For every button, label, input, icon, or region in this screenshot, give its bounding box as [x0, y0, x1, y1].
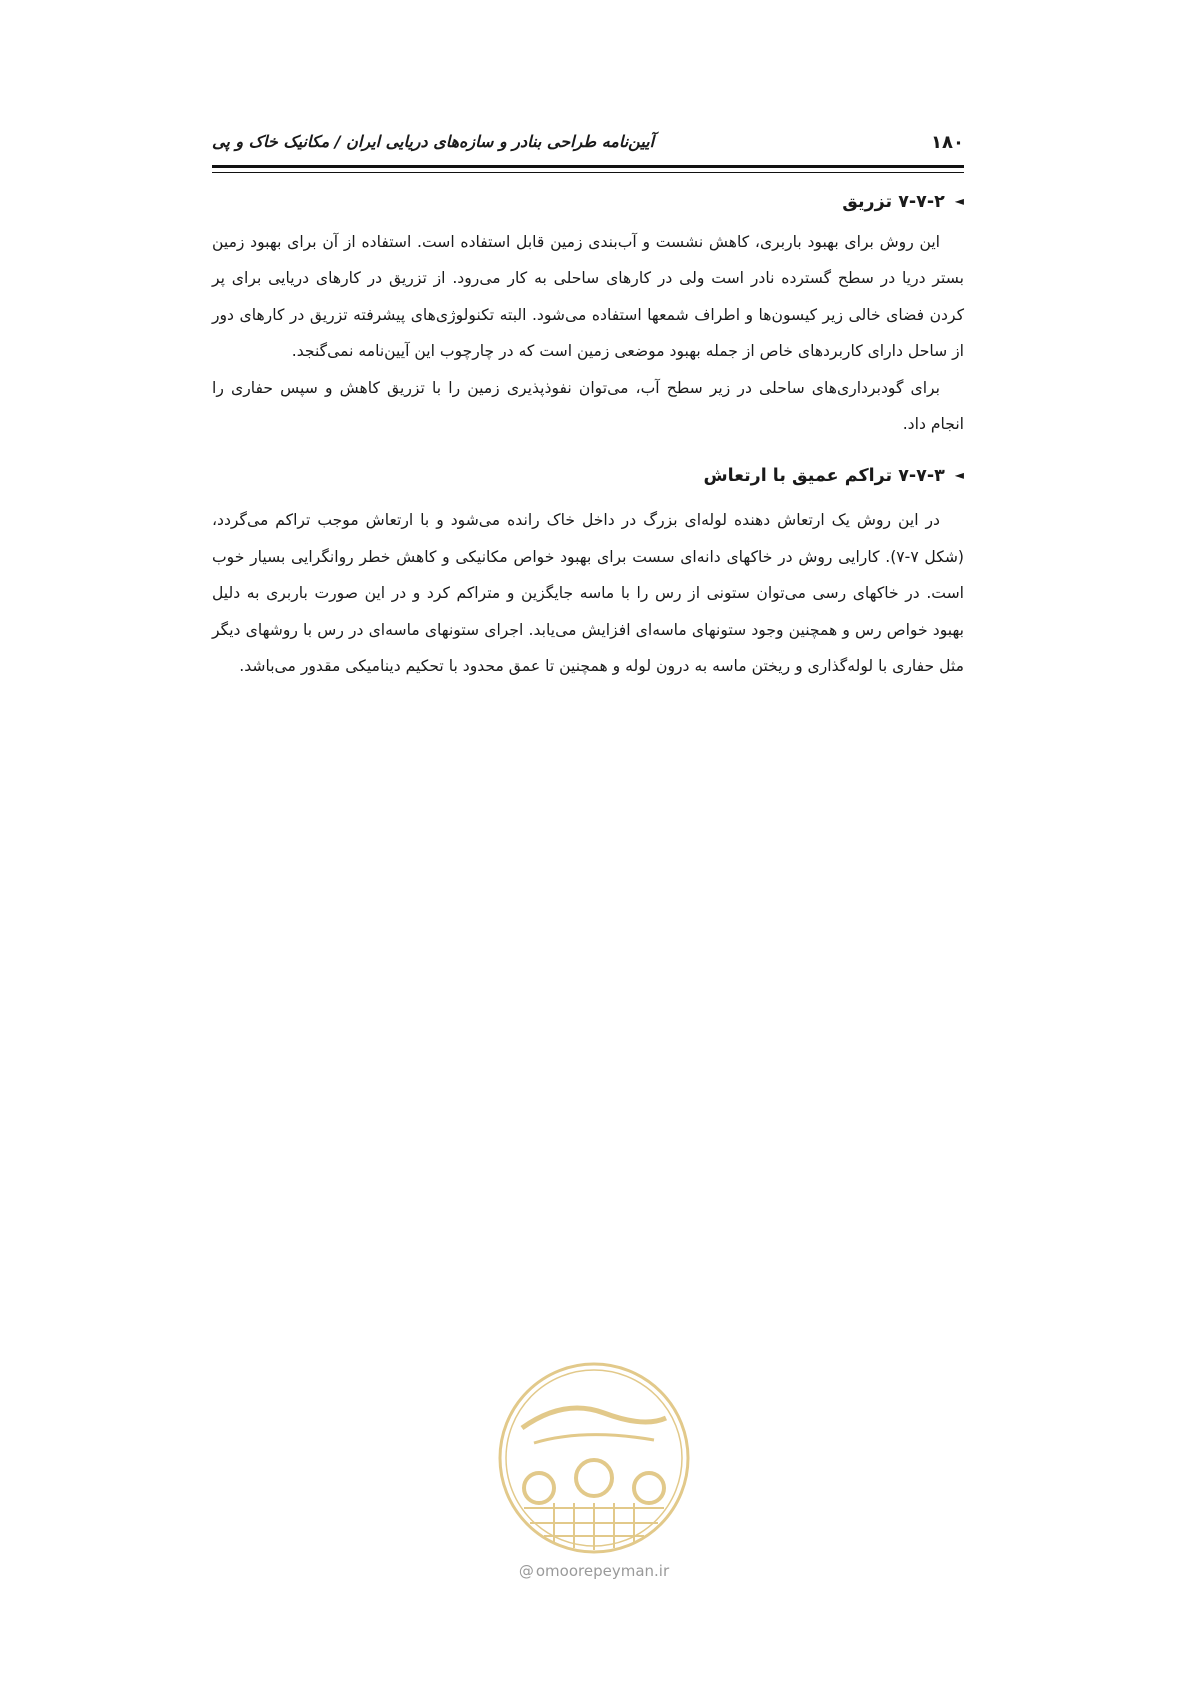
- watermark-logo: [494, 1358, 694, 1558]
- logo-swoosh: [522, 1408, 666, 1428]
- paragraph: در این روش یک ارتعاش دهنده لوله‌ای بزرگ در داخل خاک رانده می‌شود و با ارتعاش موجب تراکم می‌گردد، (شکل ۷-۷). کارایی روش در خاکهای دانه‌ای سست برای بهبود خواص مکانیکی و کاهش خطر روانگرایی بسیار خوب است. در خاکهای رسی می‌توان ستونی از رس را با ماسه جایگزین و متراکم کرد و در این صورت باربری به دلیل بهبود خواص رس و همچنین وجود ستونهای ماسه‌ای افزایش می‌یابد. اجرای ستونهای ماسه‌ای در رس با روشهای دیگر مثل حفاری با لوله‌گذاری و ریختن ماسه به درون لوله و همچنین تا عمق محدود با تحکیم دینامیکی مقدور می‌باشد.: [212, 511, 964, 676]
- paragraph: این روش برای بهبود باربری، کاهش نشست و آب‌بندی زمین قابل استفاده است. استفاده از آن برای بهبود زمین بستر دریا در سطح گسترده نادر است ولی در کارهای ساحلی به کار می‌رود. از تزریق در کارهای دریایی برای پر کردن فضای خالی زیر کیسون‌ها و اطراف شمعها استفاده می‌شود. البته تکنولوژی‌های پیشرفته تزریق در کارهای دور از ساحل دارای کاربردهای خاص از جمله بهبود موضعی زمین است که در چارچوب این آیین‌نامه نمی‌گنجد.: [212, 233, 964, 361]
- logo-gear-right: [634, 1473, 664, 1503]
- at-icon: @: [518, 1562, 534, 1580]
- body-content: [212, 186, 964, 684]
- heading-bullet-icon: ◄: [954, 468, 964, 483]
- watermark-url: @ omoorepeyman.ir: [518, 1562, 670, 1580]
- logo-gear-center: [576, 1460, 612, 1496]
- logo-gear-left: [524, 1473, 554, 1503]
- paragraph: برای گودبرداری‌های ساحلی در زیر سطح آب، می‌توان نفوذپذیری زمین را با تزریق کاهش و سپس حفاری را انجام داد.: [212, 378, 964, 434]
- header-rule-thick: [212, 165, 964, 168]
- section-heading-deep-vibro-compaction: [212, 460, 964, 490]
- running-title: آیین‌نامه طراحی بنادر و سازه‌های دریایی ایران / مکانیک خاک و پی: [212, 132, 655, 151]
- section-heading-text: ۷-۷-۳ تراکم عمیق با ارتعاش: [703, 466, 945, 487]
- header-rule-thin: [212, 172, 964, 173]
- logo-swoosh-2: [534, 1435, 654, 1443]
- section-heading-grouting: [212, 186, 964, 216]
- heading-bullet-icon: ◄: [954, 194, 964, 208]
- page-header: [212, 130, 964, 160]
- section-heading-text: ۷-۷-۲ تزریق: [842, 192, 945, 212]
- page-number: ۱۸۰: [931, 132, 964, 153]
